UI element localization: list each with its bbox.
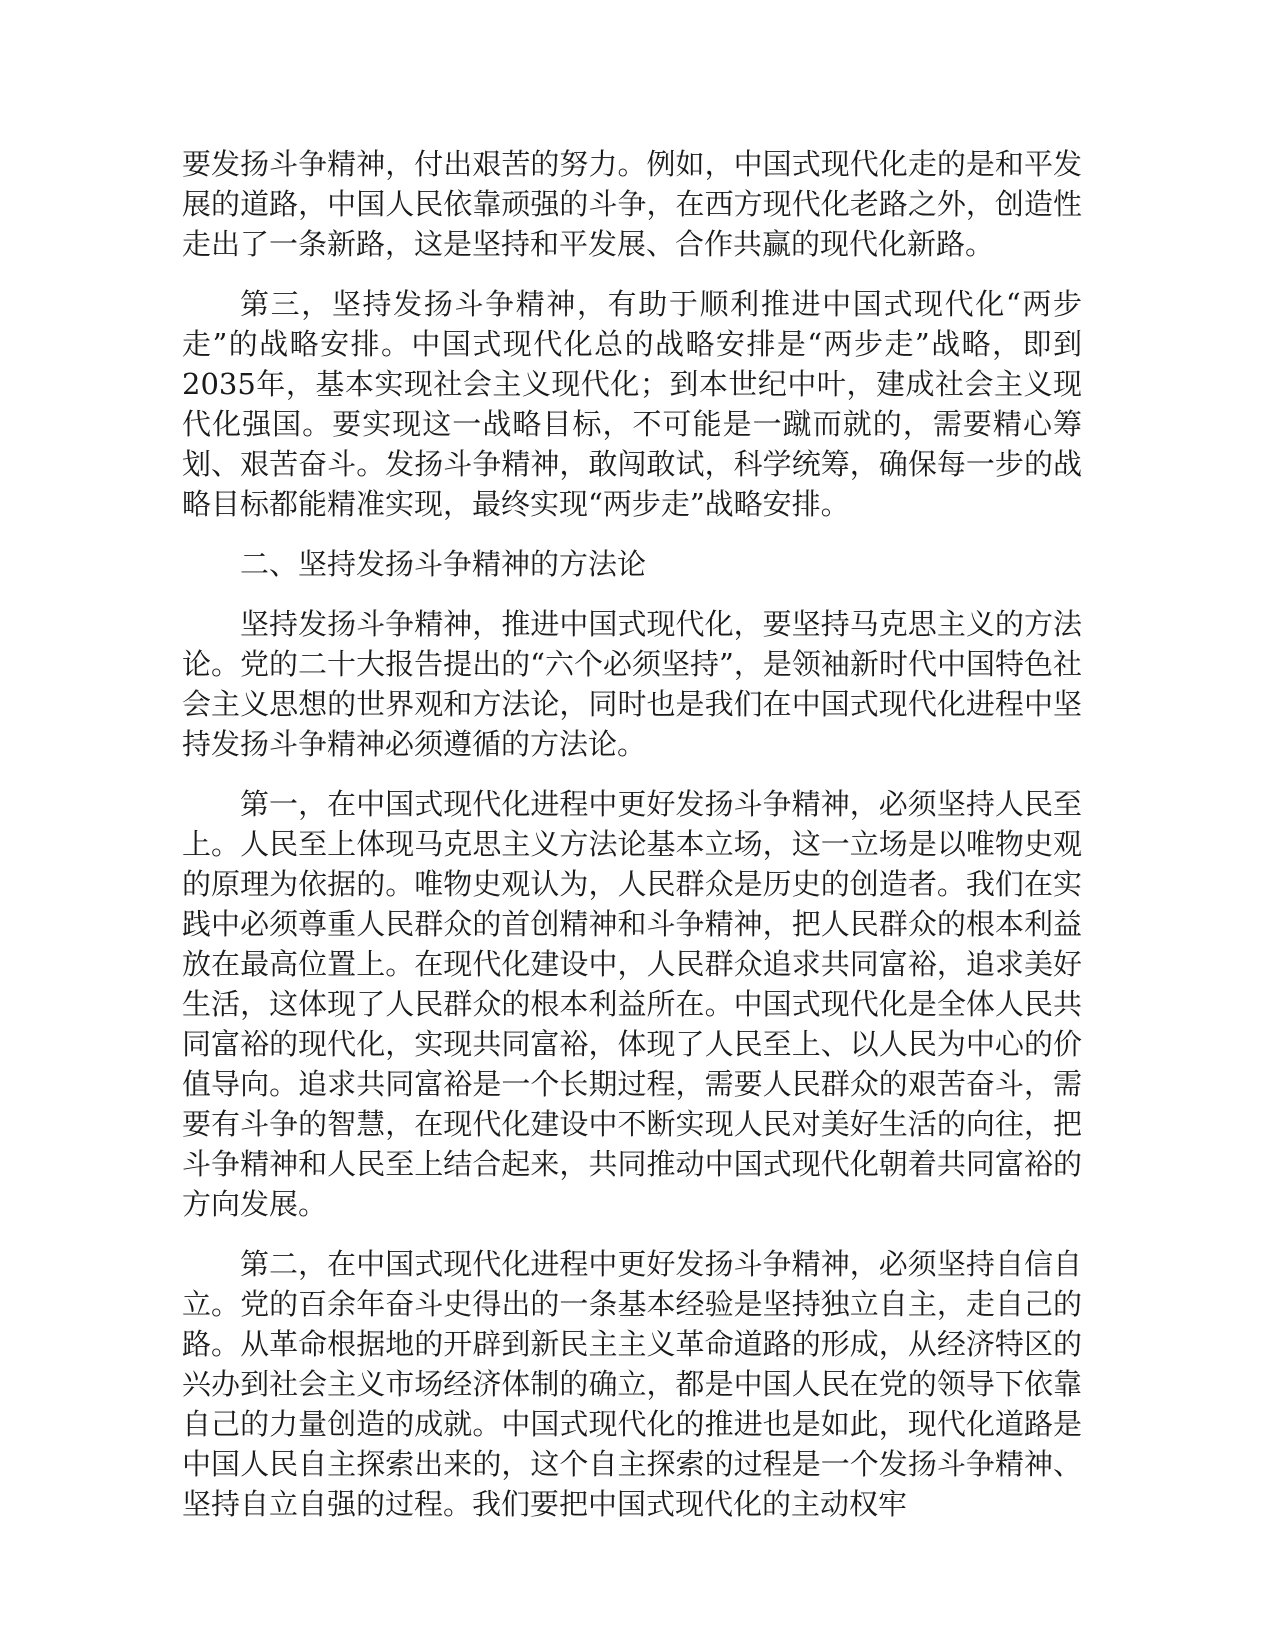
paragraph-continuation: 要发扬斗争精神，付出艰苦的努力。例如，中国式现代化走的是和平发展的道路，中国人民依靠顽强的斗争，在西方现代化老路之外，创造性走出了一条新路，这是坚持和平发展、合作共赢的现代化新路。 bbox=[182, 147, 1082, 261]
paragraph-methodology-intro: 坚持发扬斗争精神，推进中国式现代化，要坚持马克思主义的方法论。党的二十大报告提出的“六个必须坚持”，是领袖新时代中国特色社会主义思想的世界观和方法论，同时也是我们在中国式现代化进程中坚持发扬斗争精神必须遵循的方法论。 bbox=[182, 607, 1082, 761]
paragraph-people-first: 第一，在中国式现代化进程中更好发扬斗争精神，必须坚持人民至上。人民至上体现马克思主义方法论基本立场，这一立场是以唯物史观的原理为依据的。唯物史观认为，人民群众是历史的创造者。我们在实践中必须尊重人民群众的首创精神和斗争精神，把人民群众的根本利益放在最高位置上。在现代化建设中，人民群众追求共同富裕，追求美好生活，这体现了人民群众的根本利益所在。中国式现代化是全体人民共同富裕的现代化，实现共同富裕，体现了人民至上、以人民为中心的价值导向。追求共同富裕是一个长期过程，需要人民群众的艰苦奋斗，需要有斗争的智慧，在现代化建设中不断实现人民对美好生活的向往，把斗争精神和人民至上结合起来，共同推动中国式现代化朝着共同富裕的方向发展。 bbox=[182, 787, 1082, 1221]
section-heading-methodology: 二、坚持发扬斗争精神的方法论 bbox=[240, 547, 647, 581]
paragraph-self-reliance: 第二，在中国式现代化进程中更好发扬斗争精神，必须坚持自信自立。党的百余年奋斗史得出的一条基本经验是坚持独立自主，走自己的路。从革命根据地的开辟到新民主主义革命道路的形成，从经济特区的兴办到社会主义市场经济体制的确立，都是中国人民在党的领导下依靠自己的力量创造的成就。中国式现代化的推进也是如此，现代化道路是中国人民自主探索出来的，这个自主探索的过程是一个发扬斗争精神、坚持自立自强的过程。我们要把中国式现代化的主动权牢 bbox=[182, 1247, 1082, 1521]
paragraph-third-point: 第三，坚持发扬斗争精神，有助于顺利推进中国式现代化“两步走”的战略安排。中国式现代化总的战略安排是“两步走”战略，即到2035年，基本实现社会主义现代化；到本世纪中叶，建成社会主义现代化强国。要实现这一战略目标，不可能是一蹴而就的，需要精心筹划、艰苦奋斗。发扬斗争精神，敢闯敢试，科学统筹，确保每一步的战略目标都能精准实现，最终实现“两步走”战略安排。 bbox=[182, 287, 1082, 521]
document-page bbox=[182, 144, 1082, 1544]
